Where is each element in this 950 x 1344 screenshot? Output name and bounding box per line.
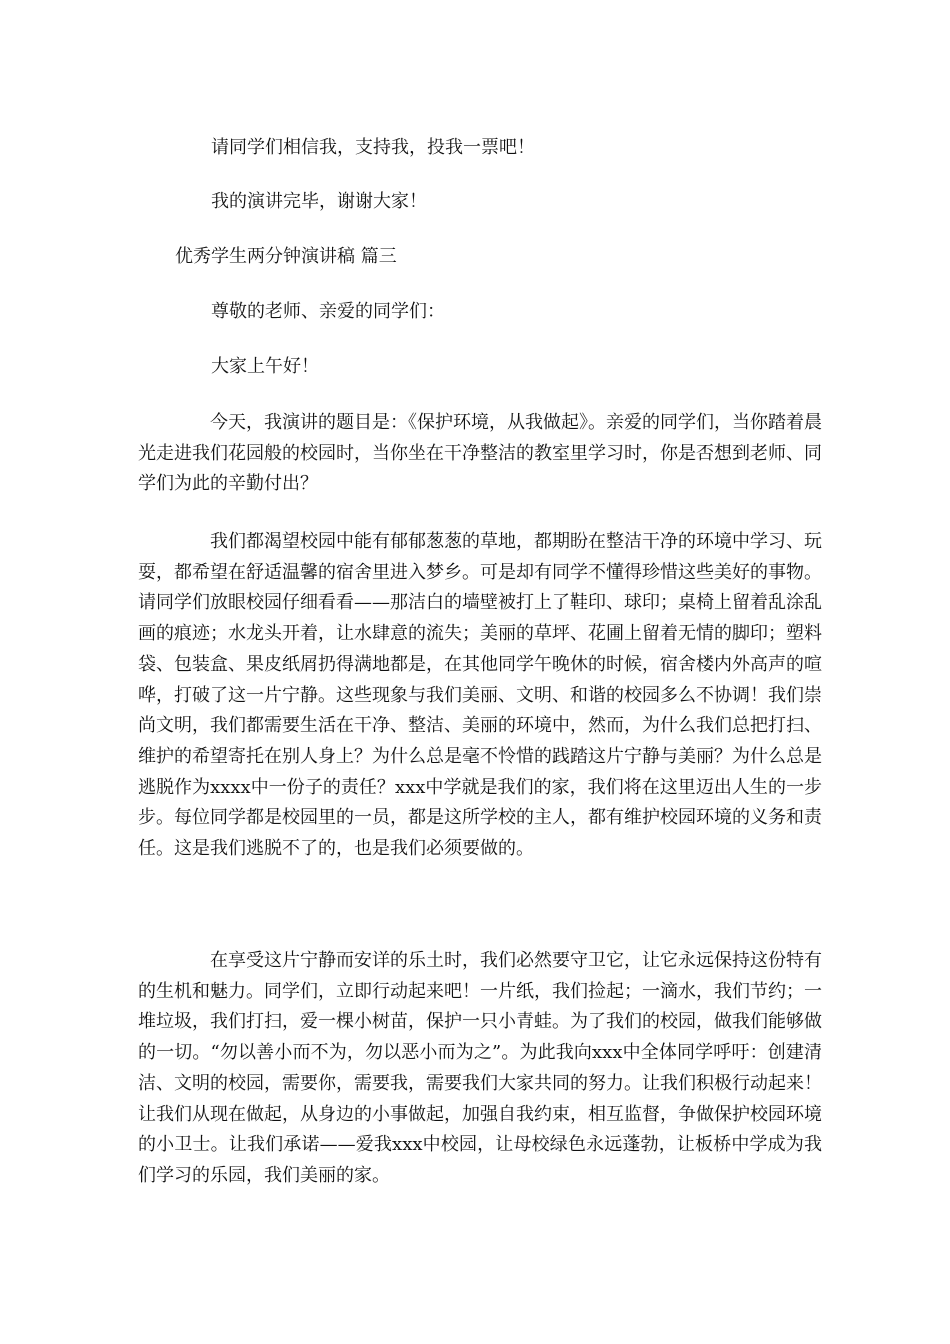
closing-line-thanks: 我的演讲完毕，谢谢大家！ <box>211 191 427 212</box>
greeting-line: 大家上午好！ <box>211 356 319 377</box>
paragraph-call-to-action: 在享受这片宁静而安详的乐土时，我们必然要守卫它，让它永远保持这份特有的生机和魅力。同学们，立即行动起来吧！一片纸，我们捡起；一滴水，我们节约；一堆垃圾，我们打扫，爱一棵小树苗，保护一只小青蛙。为了我们的校园，做我们能够做的一切。“勿以善小而不为，勿以恶小而为之”。为此我向xxx中全体同学呼吁：创建清洁、文明的校园，需要你，需要我，需要我们大家共同的努力。让我们积极行动起来！让我们从现在做起，从身边的小事做起，加强自我约束，相互监督，争做保护校园环境的小卫士。让我们承诺——爱我xxx中校园，让母校绿色永远蓬勃，让板桥中学成为我们学习的乐园，我们美丽的家。 <box>138 950 822 1186</box>
salutation: 尊敬的老师、亲爱的同学们： <box>211 301 445 322</box>
closing-line-vote: 请同学们相信我，支持我，投我一票吧！ <box>211 137 535 158</box>
paragraph-intro: 今天，我演讲的题目是：《保护环境，从我做起》。亲爱的同学们，当你踏着晨光走进我们花园般的校园时，当你坐在干净整洁的教室里学习时，你是否想到老师、同学们为此的辛勤付出？ <box>138 412 822 495</box>
section-heading: 优秀学生两分钟演讲稿 篇三 <box>175 246 397 267</box>
paragraph-observations: 我们都渴望校园中能有郁郁葱葱的草地，都期盼在整洁干净的环境中学习、玩耍，都希望在舒适温馨的宿舍里进入梦乡。可是却有同学不懂得珍惜这些美好的事物。请同学们放眼校园仔细看看——那洁白的墙壁被打上了鞋印、球印；桌椅上留着乱涂乱画的痕迹；水龙头开着，让水肆意的流失；美丽的草坪、花圃上留着无情的脚印；塑料袋、包装盒、果皮纸屑扔得满地都是，在其他同学午晚休的时候，宿舍楼内外高声的喧哗，打破了这一片宁静。这些现象与我们美丽、文明、和谐的校园多么不协调！我们崇尚文明，我们都需要生活在干净、整洁、美丽的环境中，然而，为什么我们总把打扫、维护的希望寄托在别人身上？为什么总是毫不怜惜的践踏这片宁静与美丽？为什么总是逃脱作为xxxx中一份子的责任？xxx中学就是我们的家，我们将在这里迈出人生的一步步。每位同学都是校园里的一员，都是这所学校的主人，都有维护校园环境的义务和责任。这是我们逃脱不了的，也是我们必须要做的。 <box>138 531 822 860</box>
